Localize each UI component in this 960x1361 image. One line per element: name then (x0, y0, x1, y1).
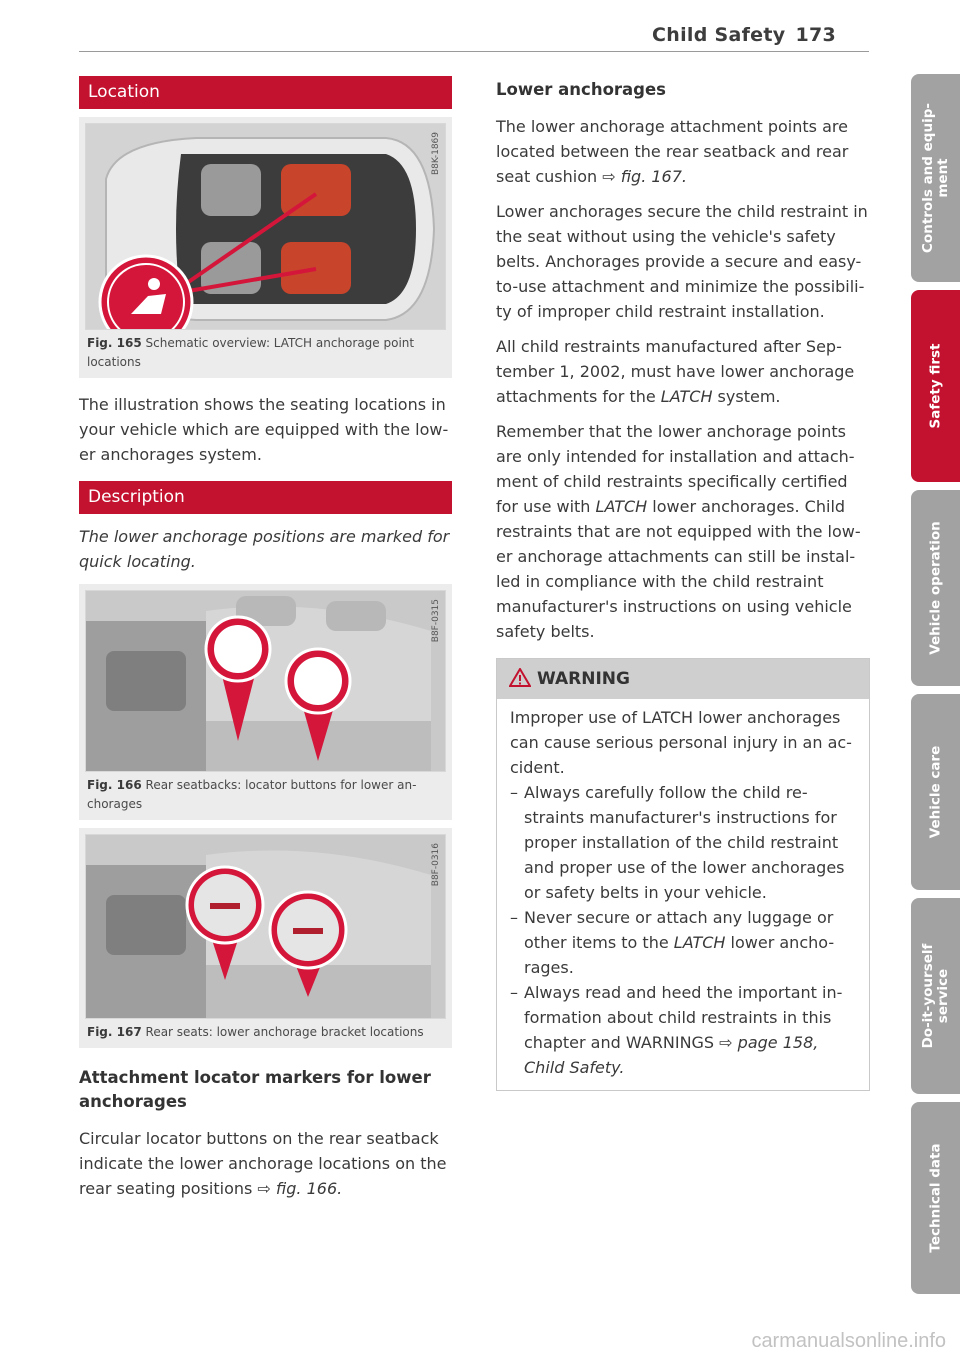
lower-anchorages-p2: Lower anchorages secure the child restraint in the seat without using the vehicle's safety belts. Anchorages provide a secure and easy-to-use attachment and minimize the possibili-ty of improper child restraint installation. (496, 202, 868, 321)
body-text: Never secure or attach any luggage or other items to the (524, 908, 834, 952)
locator-markers-text (79, 1126, 452, 1201)
tab-label: Controls and equip- ment (919, 103, 951, 253)
lower-anchorages-p3 (496, 334, 870, 409)
figure-label: Fig. 167 (87, 1025, 142, 1039)
location-text: The illustration shows the seating locations in your vehicle which are equipped with the low-er anchorages system. (79, 395, 449, 464)
latch-term: LATCH (595, 497, 648, 516)
body-text: All child restraints manufactured after Sep-tember 1, 2002, must have lower anchorage attachments for the (496, 337, 855, 406)
figure-caption-text: Rear seats: lower anchorage bracket locations (145, 1025, 424, 1039)
figure-reference-link[interactable]: ⇨ fig. 166. (257, 1179, 343, 1198)
warning-item: – Always carefully follow the child re-straints manufacturer's instructions for proper installation of the child restraint and proper use of the lower anchorages or safety belts in your vehicle. (510, 780, 857, 905)
latch-term: LATCH (673, 933, 726, 952)
left-column (79, 76, 452, 1211)
warning-body (497, 699, 869, 1090)
body-text: The lower anchorage attachment points are located between the rear seatback and rear seat cushion (496, 117, 849, 186)
figure-165-caption (79, 330, 452, 378)
tab-vehicle-care[interactable] (911, 694, 960, 890)
figure-166 (79, 584, 452, 772)
location-heading: Location (79, 76, 452, 109)
tab-safety-first[interactable] (911, 290, 960, 482)
footer-watermark: carmanualsonline.info (751, 1330, 946, 1352)
figure-label: Fig. 166 (87, 778, 142, 792)
body-text: lower anchorages. Child restraints that are not equipped with the low-er anchorage attachments can still be instal-led in compliance with the child restraint manufacturer's instructions on using vehicle safety belts. (496, 497, 861, 641)
figure-reference-link[interactable]: ⇨ fig. 167. (602, 167, 687, 186)
description-heading: Description (79, 481, 452, 514)
body-text: system. (712, 387, 781, 406)
warning-triangle-icon (509, 668, 531, 687)
warning-item (510, 905, 857, 980)
body-text: Always read and heed the important in-formation about child restraints in this chapter and WARNINGS (524, 983, 843, 1052)
warning-title: WARNING (537, 669, 630, 689)
tab-label: Safety first (927, 343, 943, 429)
chapter-title: Child Safety (652, 24, 786, 46)
tab-do-it-yourself-service[interactable] (911, 898, 960, 1094)
latch-term: LATCH (660, 387, 713, 406)
figure-code: B8K-1869 (431, 132, 441, 176)
body-text: Remember that the lower anchorage points are only intended for installation and attach-ment of child restraints specifically certified for use with (496, 422, 855, 516)
figure-165 (79, 117, 452, 330)
warning-box (496, 658, 870, 1091)
figure-code: B8F-0315 (431, 599, 441, 643)
page-number: 173 (795, 24, 836, 46)
right-column (496, 76, 870, 1091)
rear-seats-illustration (85, 834, 446, 1019)
body-text: Circular locator buttons on the rear seatback indicate the lower anchorage locations on the rear seating positions (79, 1129, 447, 1198)
figure-caption-text: Schematic overview: LATCH anchorage point locations (87, 336, 415, 369)
lower-anchorages-p1 (496, 114, 870, 189)
figure-167-caption (79, 1019, 452, 1048)
figure-166-caption (79, 772, 452, 820)
figure-code: B8F-0316 (431, 843, 441, 887)
description-lead: The lower anchorage positions are marked for quick locating. (79, 527, 450, 571)
figure-caption-text: Rear seatbacks: locator buttons for lower an-chorages (87, 778, 417, 811)
header-rule (79, 51, 869, 52)
tab-label: Technical data (927, 1143, 943, 1253)
warning-header (497, 659, 869, 699)
tab-label: Vehicle care (927, 745, 943, 839)
warning-item (510, 980, 857, 1080)
tab-vehicle-operation[interactable] (911, 490, 960, 686)
car-topview-illustration (85, 123, 446, 330)
lower-anchorages-heading: Lower anchorages (496, 80, 667, 99)
figure-label: Fig. 165 (87, 336, 142, 350)
locator-markers-heading: Attachment locator markers for lower anchorages (79, 1068, 431, 1111)
tab-label: Vehicle operation (927, 521, 943, 655)
page-reference-link[interactable]: ⇨ page 158, Child Safety. (524, 1033, 819, 1077)
running-header (652, 24, 836, 46)
tab-label: Do-it-yourself service (919, 943, 951, 1049)
figure-167 (79, 828, 452, 1019)
rear-seatbacks-illustration (85, 590, 446, 772)
body-text: lower ancho-rages. (524, 933, 835, 977)
warning-list (510, 780, 857, 1080)
lower-anchorages-p4 (496, 419, 870, 644)
tab-controls-and-equipment[interactable] (911, 74, 960, 282)
warning-intro: Improper use of LATCH lower anchorages can cause serious personal injury in an ac-cident. (510, 708, 852, 777)
tab-technical-data[interactable] (911, 1102, 960, 1294)
